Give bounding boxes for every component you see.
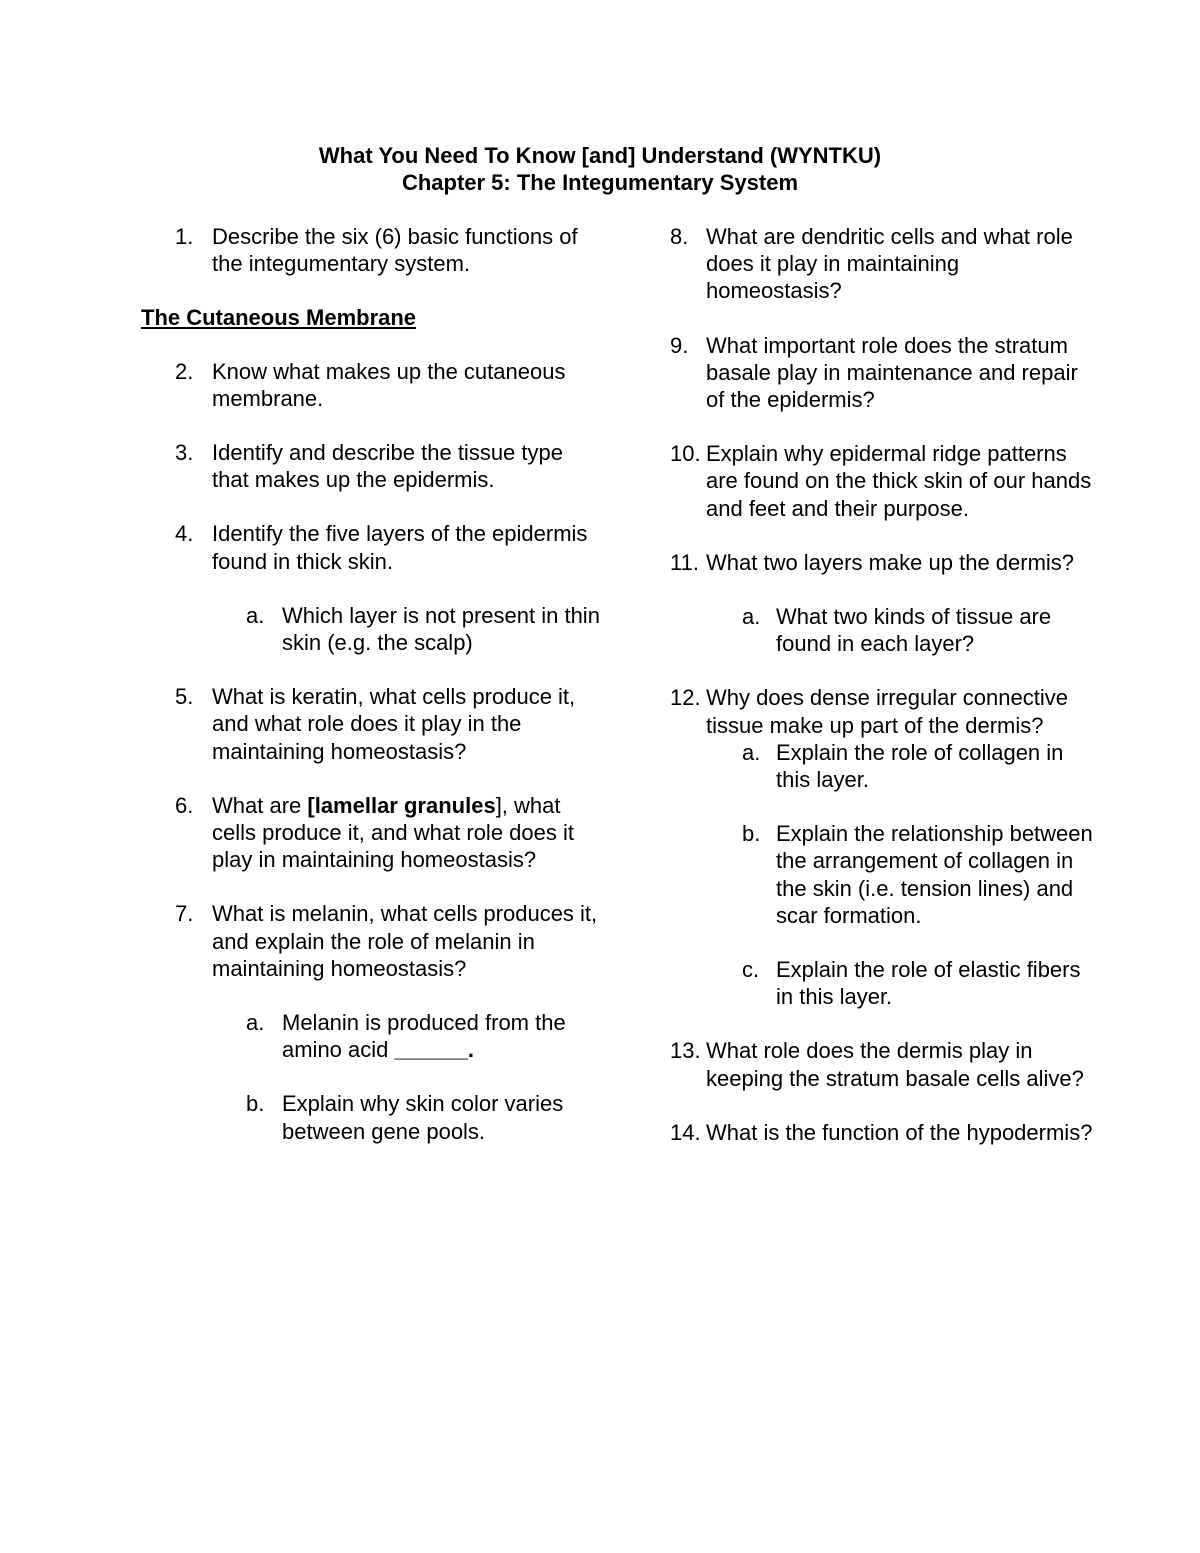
question-number: 9.	[670, 332, 689, 358]
question-6	[141, 792, 601, 874]
question-number: 6.	[175, 792, 194, 818]
chapter-title: Chapter 5: The Integumentary System	[401, 170, 799, 195]
question-text: What important role does the stratum basale play in maintenance and repair of the epidermis?	[706, 332, 1078, 413]
subquestion-text: What two kinds of tissue are found in each layer?	[776, 604, 1052, 657]
question-11-subitems	[670, 603, 1100, 657]
question-4-subitems	[141, 602, 601, 656]
subquestion-letter: c.	[742, 957, 760, 983]
question-text	[212, 792, 601, 874]
bold-term: [lamellar granules	[307, 792, 496, 818]
question-text: Explain why epidermal ridge patterns are found on the thick skin of our hands and feet and their purpose.	[706, 441, 1092, 521]
question-text: Identify the five layers of the epidermis found in thick skin.	[212, 521, 588, 574]
question-4	[141, 520, 601, 574]
question-5	[141, 683, 601, 765]
question-10	[670, 440, 1100, 522]
question-text: What is the function of the hypodermis?	[706, 1119, 1093, 1145]
subquestion-letter: a.	[246, 602, 265, 628]
question-14	[670, 1119, 1100, 1146]
question-2	[141, 358, 601, 412]
question-number: 4.	[175, 521, 194, 547]
question-12b	[670, 820, 1100, 929]
question-text: What is keratin, what cells produce it, and what role does it play in the maintaining homeostasis?	[212, 684, 576, 764]
question-number: 12.	[670, 685, 701, 711]
question-text: Know what makes up the cutaneous membrane.	[212, 358, 566, 411]
question-7	[141, 900, 601, 982]
question-number: 5.	[175, 684, 194, 710]
question-text: Why does dense irregular connective tissue make up part of the dermis?	[706, 685, 1068, 738]
question-text: What is melanin, what cells produces it, and explain the role of melanin in maintaining homeostasis?	[212, 901, 598, 981]
subquestion-text-start: Melanin is produced from the amino acid	[282, 1010, 566, 1063]
right-column	[670, 223, 1100, 1173]
subquestion-text: Explain the role of collagen in this layer.	[776, 739, 1064, 793]
subquestion-letter: b.	[246, 1091, 265, 1117]
subquestion-letter: a.	[742, 739, 761, 765]
question-number: 13.	[670, 1038, 701, 1064]
section-heading: The Cutaneous Membrane	[141, 305, 417, 331]
subquestion-letter: b.	[742, 821, 761, 847]
question-number: 7.	[175, 901, 194, 927]
question-13	[670, 1037, 1100, 1091]
question-text: What two layers make up the dermis?	[706, 549, 1075, 575]
answer-blank: ______.	[394, 1037, 475, 1063]
question-7a	[141, 1009, 601, 1063]
question-number: 10.	[670, 441, 701, 467]
question-3	[141, 439, 601, 493]
question-text-start: What are	[212, 792, 308, 818]
question-text: What role does the dermis play in keeping the stratum basale cells alive?	[706, 1038, 1084, 1091]
question-8	[670, 223, 1100, 305]
subquestion-text: Explain why skin color varies between gene pools.	[282, 1091, 564, 1144]
subquestion-text: Which layer is not present in thin skin (e.g. the scalp)	[282, 602, 600, 656]
question-12	[670, 684, 1100, 738]
subquestion-text	[282, 1009, 601, 1063]
question-1	[141, 223, 601, 277]
question-number: 2.	[175, 358, 194, 384]
question-11	[670, 549, 1100, 576]
question-4a	[141, 602, 601, 656]
document-title: What You Need To Know [and] Understand (WYNTKU)	[318, 143, 882, 168]
question-number: 3.	[175, 440, 194, 466]
subquestion-text: Explain the relationship between the arrangement of collagen in the skin (i.e. tension lines) and scar formation.	[776, 821, 1093, 928]
left-column	[141, 223, 601, 1172]
question-number: 11.	[670, 549, 699, 575]
question-text: Identify and describe the tissue type that makes up the epidermis.	[212, 440, 563, 493]
question-number: 8.	[670, 224, 689, 249]
question-11a	[670, 603, 1100, 657]
question-12-subitems	[670, 739, 1100, 1011]
question-number: 1.	[175, 224, 194, 249]
question-text-end: ], what cells produce it, and what role does it play in maintaining homeostasis?	[212, 792, 574, 873]
question-12a	[670, 739, 1100, 793]
question-number: 14.	[670, 1119, 701, 1145]
question-12c	[670, 956, 1100, 1010]
question-text: What are dendritic cells and what role does it play in maintaining homeostasis?	[706, 224, 1073, 304]
subquestion-letter: a.	[742, 604, 761, 630]
subquestion-text: Explain the role of elastic fibers in this layer.	[776, 957, 1081, 1010]
question-7b	[141, 1090, 601, 1144]
question-7-subitems	[141, 1009, 601, 1145]
question-9	[670, 332, 1100, 414]
question-text: Describe the six (6) basic functions of the integumentary system.	[212, 224, 578, 277]
subquestion-letter: a.	[246, 1010, 265, 1036]
